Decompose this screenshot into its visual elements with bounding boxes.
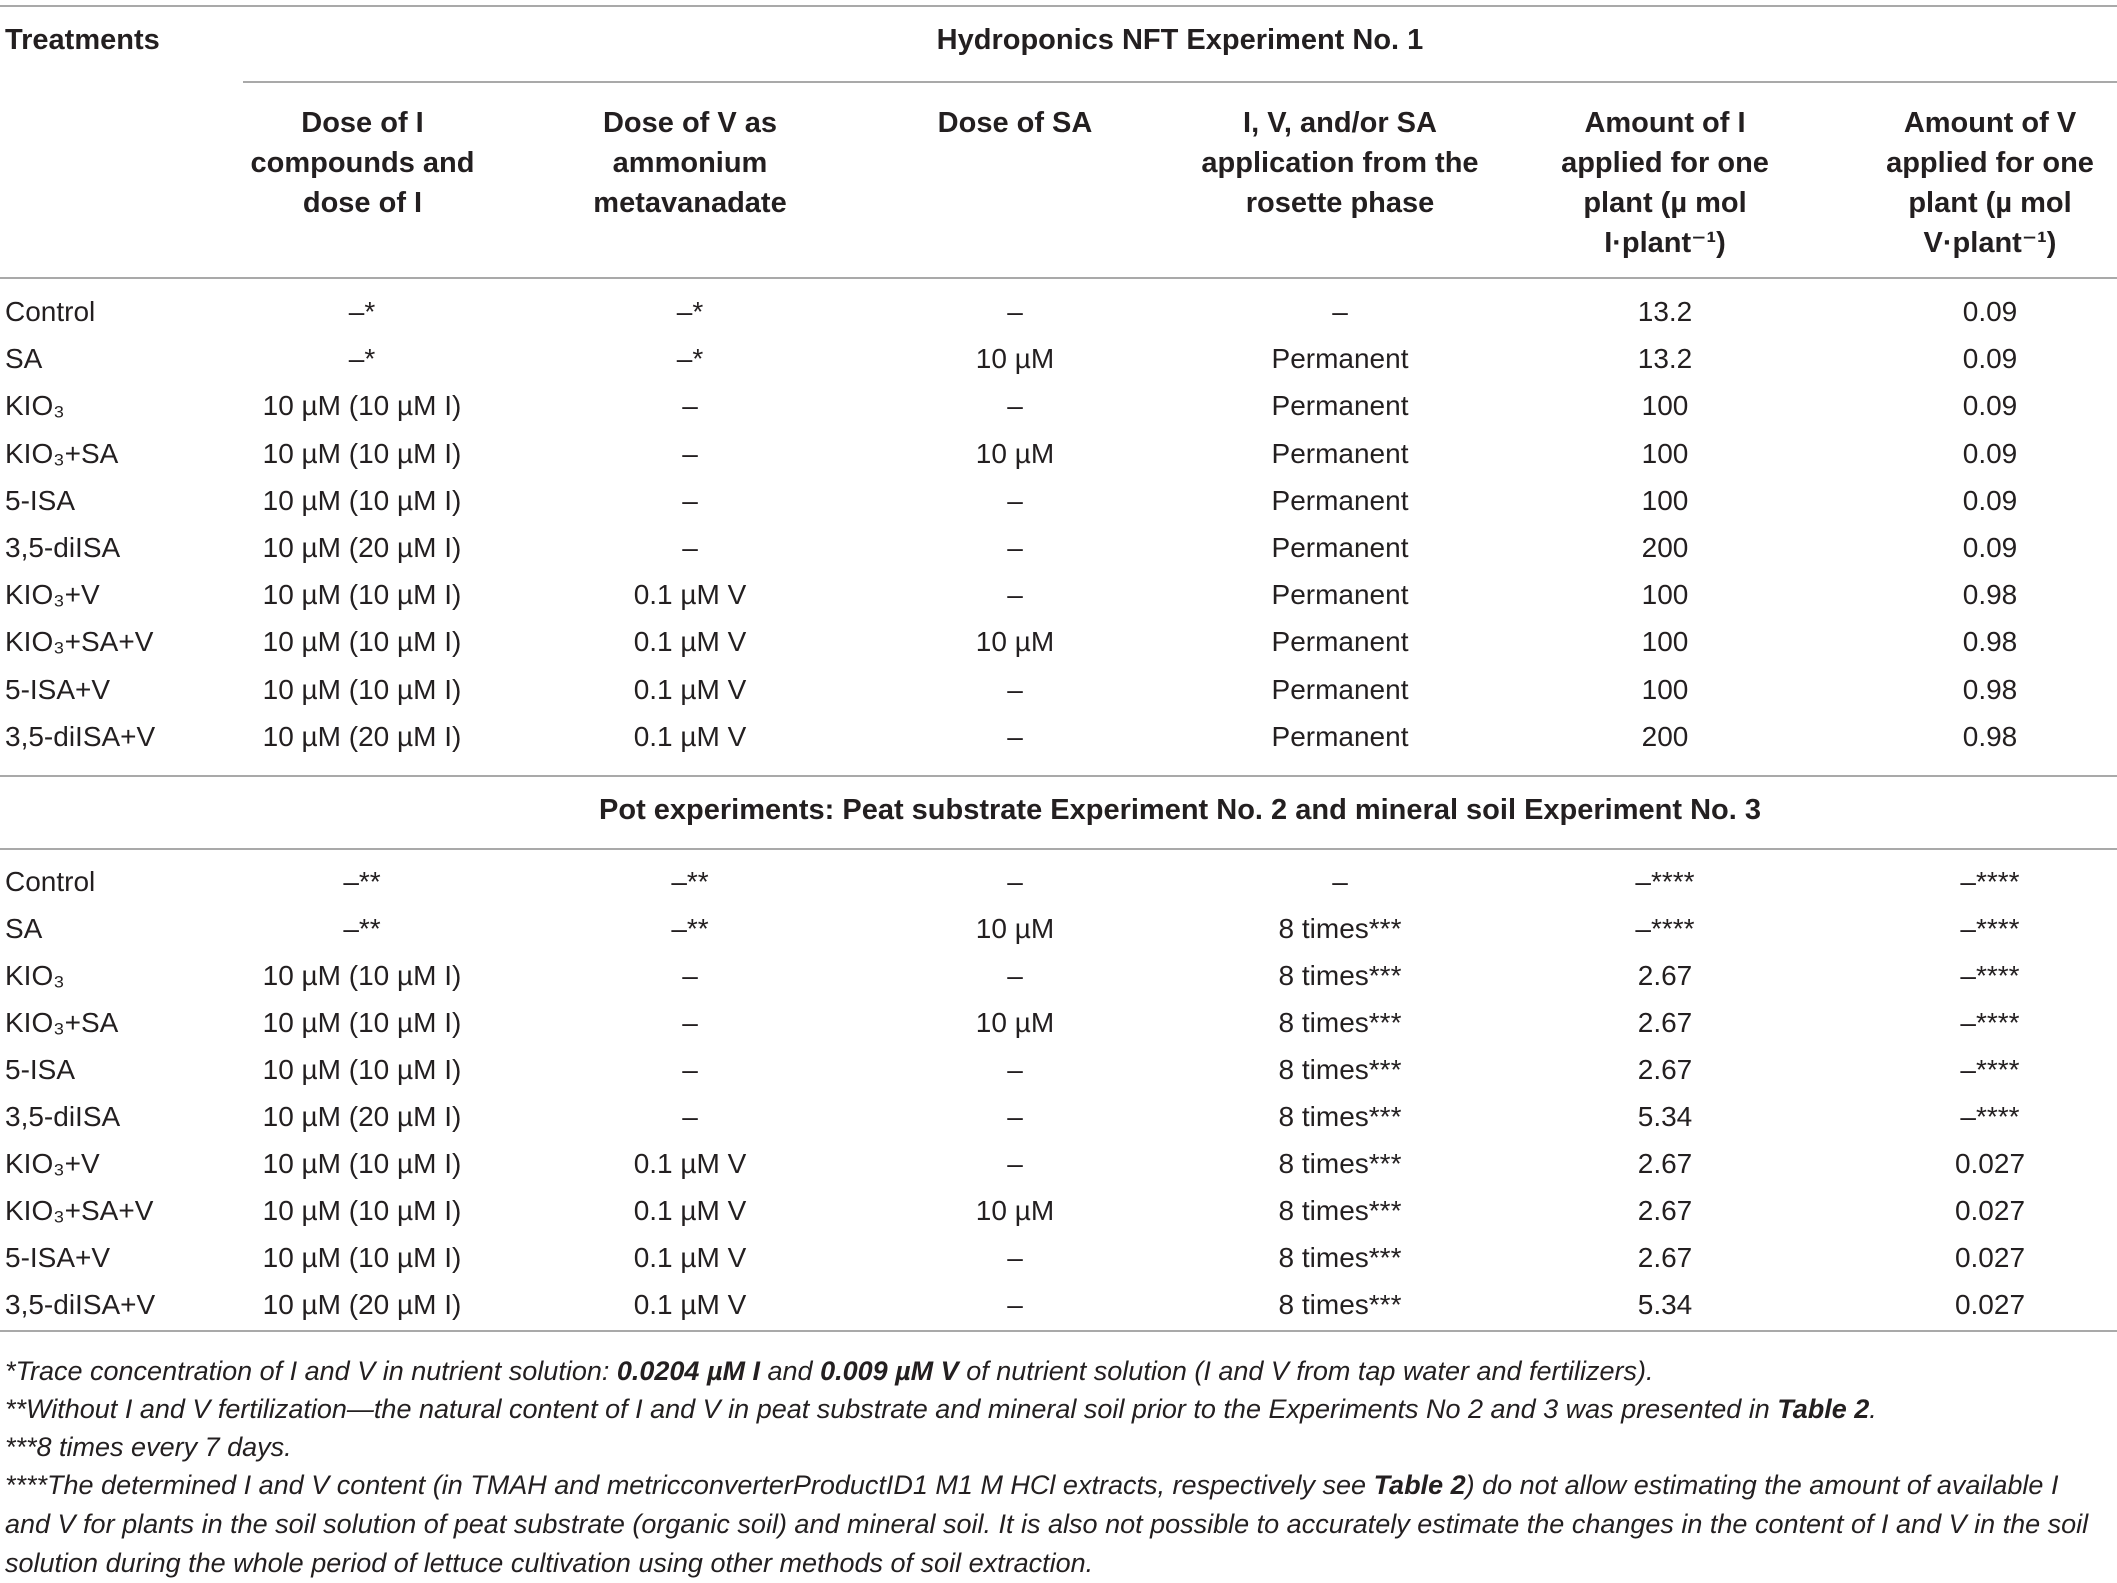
- amount-i-cell: 5.34: [1637, 1289, 1693, 1320]
- table-2-link[interactable]: Table 2: [1777, 1394, 1870, 1424]
- dose-sa-cell: –: [1007, 532, 1023, 563]
- treatment-cell: Control: [5, 866, 96, 897]
- table-row: [0, 670, 2117, 717]
- amount-i-cell: 13.2: [1637, 296, 1693, 327]
- table-row: [0, 956, 2117, 1003]
- dose-sa-cell: –: [1007, 720, 1023, 752]
- dose-sa-cell: –: [1007, 1289, 1023, 1320]
- dose-i-cell: 10 µM (20 µM I): [262, 532, 462, 563]
- col-header-amount-i: Amount of I applied for one plant (µ mol I·plant⁻¹): [1561, 107, 1769, 259]
- col-header-amount-v: Amount of V applied for one plant (µ mol V·plant⁻¹): [1886, 107, 2094, 259]
- dose-sa-cell: 10 µM: [975, 343, 1055, 375]
- amount-v-cell: –****: [1960, 866, 2020, 897]
- treatment-cell: KIO₃+SA+V: [5, 626, 154, 658]
- amount-i-cell: 2.67: [1637, 1054, 1693, 1085]
- amount-i-cell: –****: [1635, 913, 1695, 944]
- dose-v-cell: –*: [676, 296, 704, 327]
- amount-v-cell: 0.98: [1962, 720, 2018, 752]
- application-cell: Permanent: [1271, 673, 1409, 705]
- dose-sa-cell: –: [1007, 1148, 1023, 1179]
- dose-i-cell: –**: [343, 913, 381, 944]
- dose-v-cell: –: [682, 960, 698, 991]
- dose-v-cell: –**: [671, 866, 709, 897]
- dose-i-cell: 10 µM (10 µM I): [262, 1195, 462, 1226]
- dose-i-cell: 10 µM (10 µM I): [262, 437, 462, 469]
- table-row: [0, 909, 2117, 956]
- dose-i-cell: 10 µM (20 µM I): [262, 1101, 462, 1132]
- amount-i-cell: 2.67: [1637, 960, 1693, 991]
- application-cell: 8 times***: [1278, 1148, 1402, 1179]
- amount-i-cell: 100: [1641, 390, 1689, 422]
- dose-sa-cell: –: [1007, 866, 1023, 897]
- dose-i-cell: 10 µM (10 µM I): [262, 1007, 462, 1038]
- dose-v-cell: 0.1 µM V: [633, 1242, 747, 1273]
- amount-i-cell: 100: [1641, 579, 1689, 611]
- table-row: [0, 862, 2117, 909]
- dose-i-cell: 10 µM (10 µM I): [262, 1054, 462, 1085]
- dose-v-cell: 0.1 µM V: [633, 626, 747, 658]
- amount-i-cell: 2.67: [1637, 1148, 1693, 1179]
- amount-v-cell: 0.98: [1962, 579, 2018, 611]
- table-row: [0, 1050, 2117, 1097]
- dose-i-cell: 10 µM (20 µM I): [262, 720, 462, 752]
- dose-i-cell: 10 µM (10 µM I): [262, 673, 462, 705]
- amount-i-cell: 100: [1641, 673, 1689, 705]
- application-cell: 8 times***: [1278, 913, 1402, 944]
- column-header-rule: [0, 277, 2117, 279]
- treatment-cell: 5-ISA: [5, 484, 76, 516]
- treatment-cell: SA: [5, 913, 43, 944]
- dose-i-cell: 10 µM (10 µM I): [262, 960, 462, 991]
- dose-sa-cell: –: [1007, 673, 1023, 705]
- treatment-cell: 5-ISA: [5, 1054, 76, 1085]
- col-header-dose-i: Dose of I compounds and dose of I: [250, 107, 475, 219]
- application-cell: 8 times***: [1278, 1195, 1402, 1226]
- dose-i-cell: –*: [348, 296, 376, 327]
- table-row: [0, 528, 2117, 575]
- application-cell: 8 times***: [1278, 1007, 1402, 1038]
- table-row: [0, 481, 2117, 528]
- application-cell: Permanent: [1271, 343, 1409, 375]
- dose-i-cell: 10 µM (10 µM I): [262, 626, 462, 658]
- table-row: [0, 1238, 2117, 1285]
- amount-v-cell: 0.09: [1962, 296, 2018, 327]
- amount-v-cell: 0.027: [1954, 1289, 2026, 1320]
- dose-sa-cell: 10 µM: [975, 1007, 1055, 1038]
- section1-header-rule: [243, 81, 2117, 83]
- amount-i-cell: 2.67: [1637, 1195, 1693, 1226]
- dose-v-cell: 0.1 µM V: [633, 720, 747, 752]
- dose-i-cell: 10 µM (20 µM I): [262, 1289, 462, 1320]
- application-cell: –: [1332, 866, 1348, 897]
- section2-header-rule: [0, 848, 2117, 850]
- footnote-2: **Without I and V fertilization—the natural content of I and V in peat substrate and mineral soil prior to the Experiments No 2 and 3 was presented in Table 2.: [5, 1394, 1877, 1424]
- treatment-cell: 3,5-diISA+V: [5, 1289, 156, 1320]
- amount-v-cell: –****: [1960, 1101, 2020, 1132]
- col-header-dose-v: Dose of V as ammonium metavanadate: [593, 107, 787, 219]
- dose-i-cell: 10 µM (10 µM I): [262, 390, 462, 422]
- table-row: [0, 386, 2117, 433]
- dose-sa-cell: –: [1007, 1054, 1023, 1085]
- table-row: [0, 1144, 2117, 1191]
- dose-i-cell: 10 µM (10 µM I): [262, 484, 462, 516]
- treatment-cell: 5-ISA+V: [5, 1242, 111, 1273]
- treatment-cell: 3,5-diISA: [5, 1101, 121, 1132]
- amount-v-cell: –****: [1960, 1054, 2020, 1085]
- dose-sa-cell: 10 µM: [975, 913, 1055, 944]
- dose-v-cell: –: [682, 1054, 698, 1085]
- amount-v-cell: –****: [1960, 960, 2020, 991]
- application-cell: 8 times***: [1278, 1242, 1402, 1273]
- footnote-1: *Trace concentration of I and V in nutrient solution: 0.0204 µM I and 0.009 µM V of nutrient solution (I and V from tap water and fertilizers).: [5, 1356, 1654, 1386]
- dose-i-cell: –**: [343, 866, 381, 897]
- treatment-cell: KIO₃+V: [5, 1148, 100, 1179]
- amount-v-cell: 0.09: [1962, 532, 2018, 563]
- dose-sa-cell: –: [1007, 390, 1023, 422]
- application-cell: Permanent: [1271, 626, 1409, 658]
- dose-v-cell: 0.1 µM V: [633, 1148, 747, 1179]
- dose-i-cell: –*: [348, 343, 376, 375]
- amount-v-cell: –****: [1960, 913, 2020, 944]
- dose-sa-cell: 10 µM: [975, 1195, 1055, 1226]
- amount-i-cell: –****: [1635, 866, 1695, 897]
- amount-i-cell: 100: [1641, 437, 1689, 469]
- dose-i-cell: 10 µM (10 µM I): [262, 579, 462, 611]
- dose-sa-cell: 10 µM: [975, 437, 1055, 469]
- dose-sa-cell: –: [1007, 296, 1023, 327]
- dose-v-cell: –: [682, 1007, 698, 1038]
- treatment-cell: KIO₃: [5, 390, 65, 422]
- treatment-cell: KIO₃+SA: [5, 437, 119, 469]
- dose-v-cell: 0.1 µM V: [633, 579, 747, 611]
- amount-v-cell: 0.027: [1954, 1242, 2026, 1273]
- table-row: [0, 622, 2117, 669]
- amount-v-cell: 0.09: [1962, 484, 2018, 516]
- application-cell: 8 times***: [1278, 960, 1402, 991]
- amount-v-cell: 0.98: [1962, 626, 2018, 658]
- amount-i-cell: 2.67: [1637, 1242, 1693, 1273]
- amount-v-cell: 0.027: [1954, 1148, 2026, 1179]
- application-cell: Permanent: [1271, 532, 1409, 563]
- treatment-cell: 3,5-diISA: [5, 532, 121, 563]
- dose-v-cell: –: [682, 484, 698, 516]
- table-row: [0, 1003, 2117, 1050]
- table-row: [0, 717, 2117, 764]
- treatment-cell: 3,5-diISA+V: [5, 720, 156, 752]
- treatment-cell: KIO₃+SA+V: [5, 1195, 154, 1226]
- dose-v-cell: –: [682, 437, 698, 469]
- dose-sa-cell: –: [1007, 1101, 1023, 1132]
- col-header-application: I, V, and/or SA application from the rosette phase: [1201, 107, 1479, 219]
- dose-sa-cell: 10 µM: [975, 626, 1055, 658]
- dose-sa-cell: –: [1007, 960, 1023, 991]
- amount-i-cell: 200: [1641, 532, 1689, 563]
- section2-title: Pot experiments: Peat substrate Experiment No. 2 and mineral soil Experiment No. 3: [599, 794, 1761, 826]
- treatment-cell: SA: [5, 343, 43, 375]
- amount-v-cell: –****: [1960, 1007, 2020, 1038]
- amount-i-cell: 5.34: [1637, 1101, 1693, 1132]
- section-divider-rule: [0, 775, 2117, 777]
- application-cell: –: [1332, 296, 1348, 327]
- application-cell: Permanent: [1271, 390, 1409, 422]
- application-cell: 8 times***: [1278, 1054, 1402, 1085]
- amount-v-cell: 0.09: [1962, 437, 2018, 469]
- dose-v-cell: –: [682, 532, 698, 563]
- table-row: [0, 1191, 2117, 1238]
- table-2-link[interactable]: Table 2: [1373, 1470, 1466, 1500]
- amount-v-cell: 0.98: [1962, 673, 2018, 705]
- dose-v-cell: 0.1 µM V: [633, 1289, 747, 1320]
- application-cell: 8 times***: [1278, 1289, 1402, 1320]
- amount-i-cell: 2.67: [1637, 1007, 1693, 1038]
- table-row: [0, 575, 2117, 622]
- footnote-4: ****The determined I and V content (in TMAH and metricconverterProductID1 M1 M HCl extracts, respectively see Table 2) do not allow estimating the amount of available I and V for plants in the soil solution of peat substrate (organic soil) and mineral soil. It is also not possible to accurately estimate the changes in the content of I and V in the soil solution during the whole period of lettuce cultivation using other methods of soil extraction.: [5, 1470, 2089, 1578]
- section1-title: Hydroponics NFT Experiment No. 1: [936, 24, 1424, 56]
- table-row: [0, 292, 2117, 339]
- treatment-cell: KIO₃+V: [5, 579, 100, 611]
- dose-v-cell: 0.1 µM V: [633, 1195, 747, 1226]
- table-row: [0, 434, 2117, 481]
- application-cell: Permanent: [1271, 579, 1409, 611]
- table-top-rule: [0, 5, 2117, 7]
- amount-v-cell: 0.027: [1954, 1195, 2026, 1226]
- amount-i-cell: 13.2: [1637, 343, 1693, 375]
- treatment-cell: KIO₃+SA: [5, 1007, 119, 1038]
- table-row: [0, 339, 2117, 386]
- dose-sa-cell: –: [1007, 484, 1023, 516]
- dose-v-cell: –**: [671, 913, 709, 944]
- amount-i-cell: 100: [1641, 484, 1689, 516]
- dose-v-cell: –: [682, 390, 698, 422]
- dose-sa-cell: –: [1007, 579, 1023, 611]
- application-cell: Permanent: [1271, 720, 1409, 752]
- col-header-dose-sa: Dose of SA: [937, 107, 1093, 139]
- table-row: [0, 1285, 2117, 1332]
- treatment-cell: KIO₃: [5, 960, 65, 991]
- application-cell: Permanent: [1271, 437, 1409, 469]
- amount-v-cell: 0.09: [1962, 390, 2018, 422]
- dose-v-cell: –: [682, 1101, 698, 1132]
- application-cell: 8 times***: [1278, 1101, 1402, 1132]
- dose-sa-cell: –: [1007, 1242, 1023, 1273]
- dose-v-cell: –*: [676, 343, 704, 375]
- footnote-3: ***8 times every 7 days.: [5, 1432, 292, 1462]
- amount-v-cell: 0.09: [1962, 343, 2018, 375]
- table-row: [0, 1097, 2117, 1144]
- dose-i-cell: 10 µM (10 µM I): [262, 1242, 462, 1273]
- amount-i-cell: 200: [1641, 720, 1689, 752]
- treatments-header: Treatments: [5, 24, 160, 56]
- dose-i-cell: 10 µM (10 µM I): [262, 1148, 462, 1179]
- dose-v-cell: 0.1 µM V: [633, 673, 747, 705]
- application-cell: Permanent: [1271, 484, 1409, 516]
- treatment-cell: 5-ISA+V: [5, 673, 111, 705]
- treatment-cell: Control: [5, 296, 96, 327]
- amount-i-cell: 100: [1641, 626, 1689, 658]
